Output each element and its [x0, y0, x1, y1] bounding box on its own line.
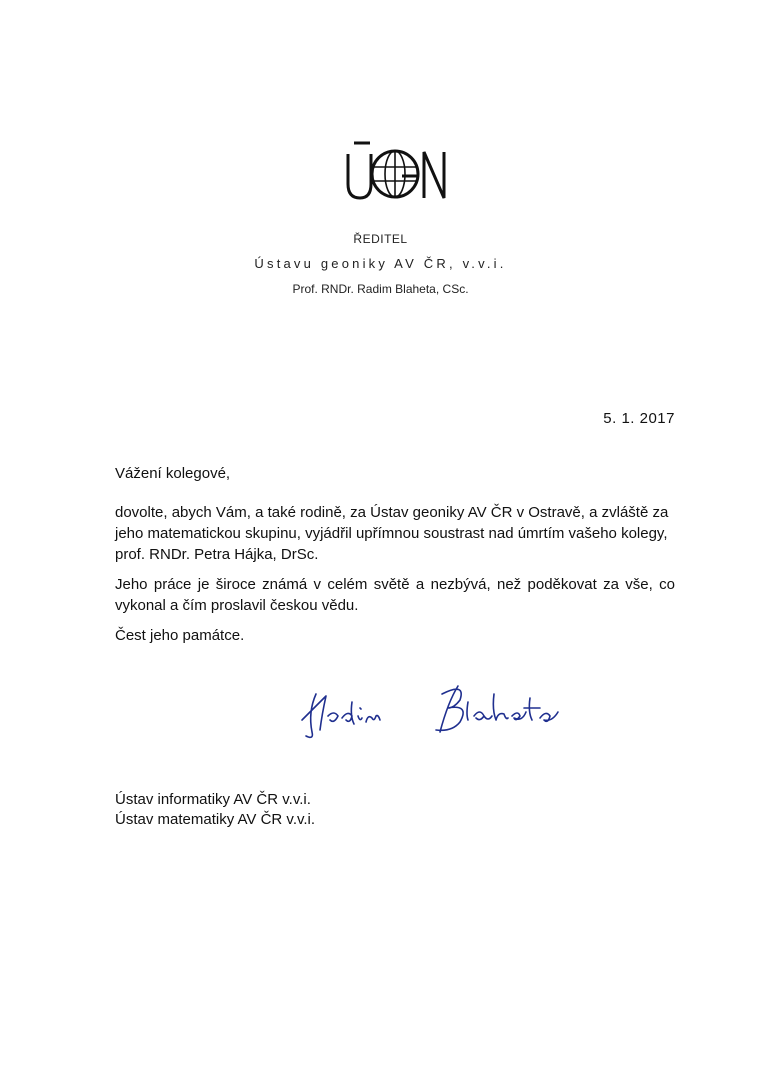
recipient-line: Ústav matematiky AV ČR v.v.i.	[115, 811, 316, 828]
letterhead-institute: Ústavu geoniky AV ČR, v.v.i.	[254, 256, 507, 271]
letterhead-title: ŘEDITEL	[353, 232, 408, 246]
institute-logo	[340, 140, 450, 202]
letterhead-director: Prof. RNDr. Radim Blaheta, CSc.	[292, 282, 469, 296]
recipient-line: Ústav informatiky AV ČR v.v.i.	[115, 791, 311, 808]
closing-line: Čest jeho památce.	[115, 627, 245, 644]
handwritten-signature	[290, 672, 580, 752]
letter-date: 5. 1. 2017	[603, 410, 675, 427]
paragraph-tribute: Jeho práce je široce známá v celém světě a nezbývá, než poděkovat za vše, co vykonal a čím proslavil českou vědu.	[115, 576, 675, 614]
salutation: Vážení kolegové,	[115, 465, 231, 482]
paragraph-condolence: dovolte, abych Vám, a také rodině, za Ústav geoniky AV ČR v Ostravě, a zvláště za jeho matematickou skupinu, vyjádřil upřímnou soustrast nad úmrtím vašeho kolegy, prof. RNDr. Petra Hájka, DrSc.	[115, 504, 669, 563]
